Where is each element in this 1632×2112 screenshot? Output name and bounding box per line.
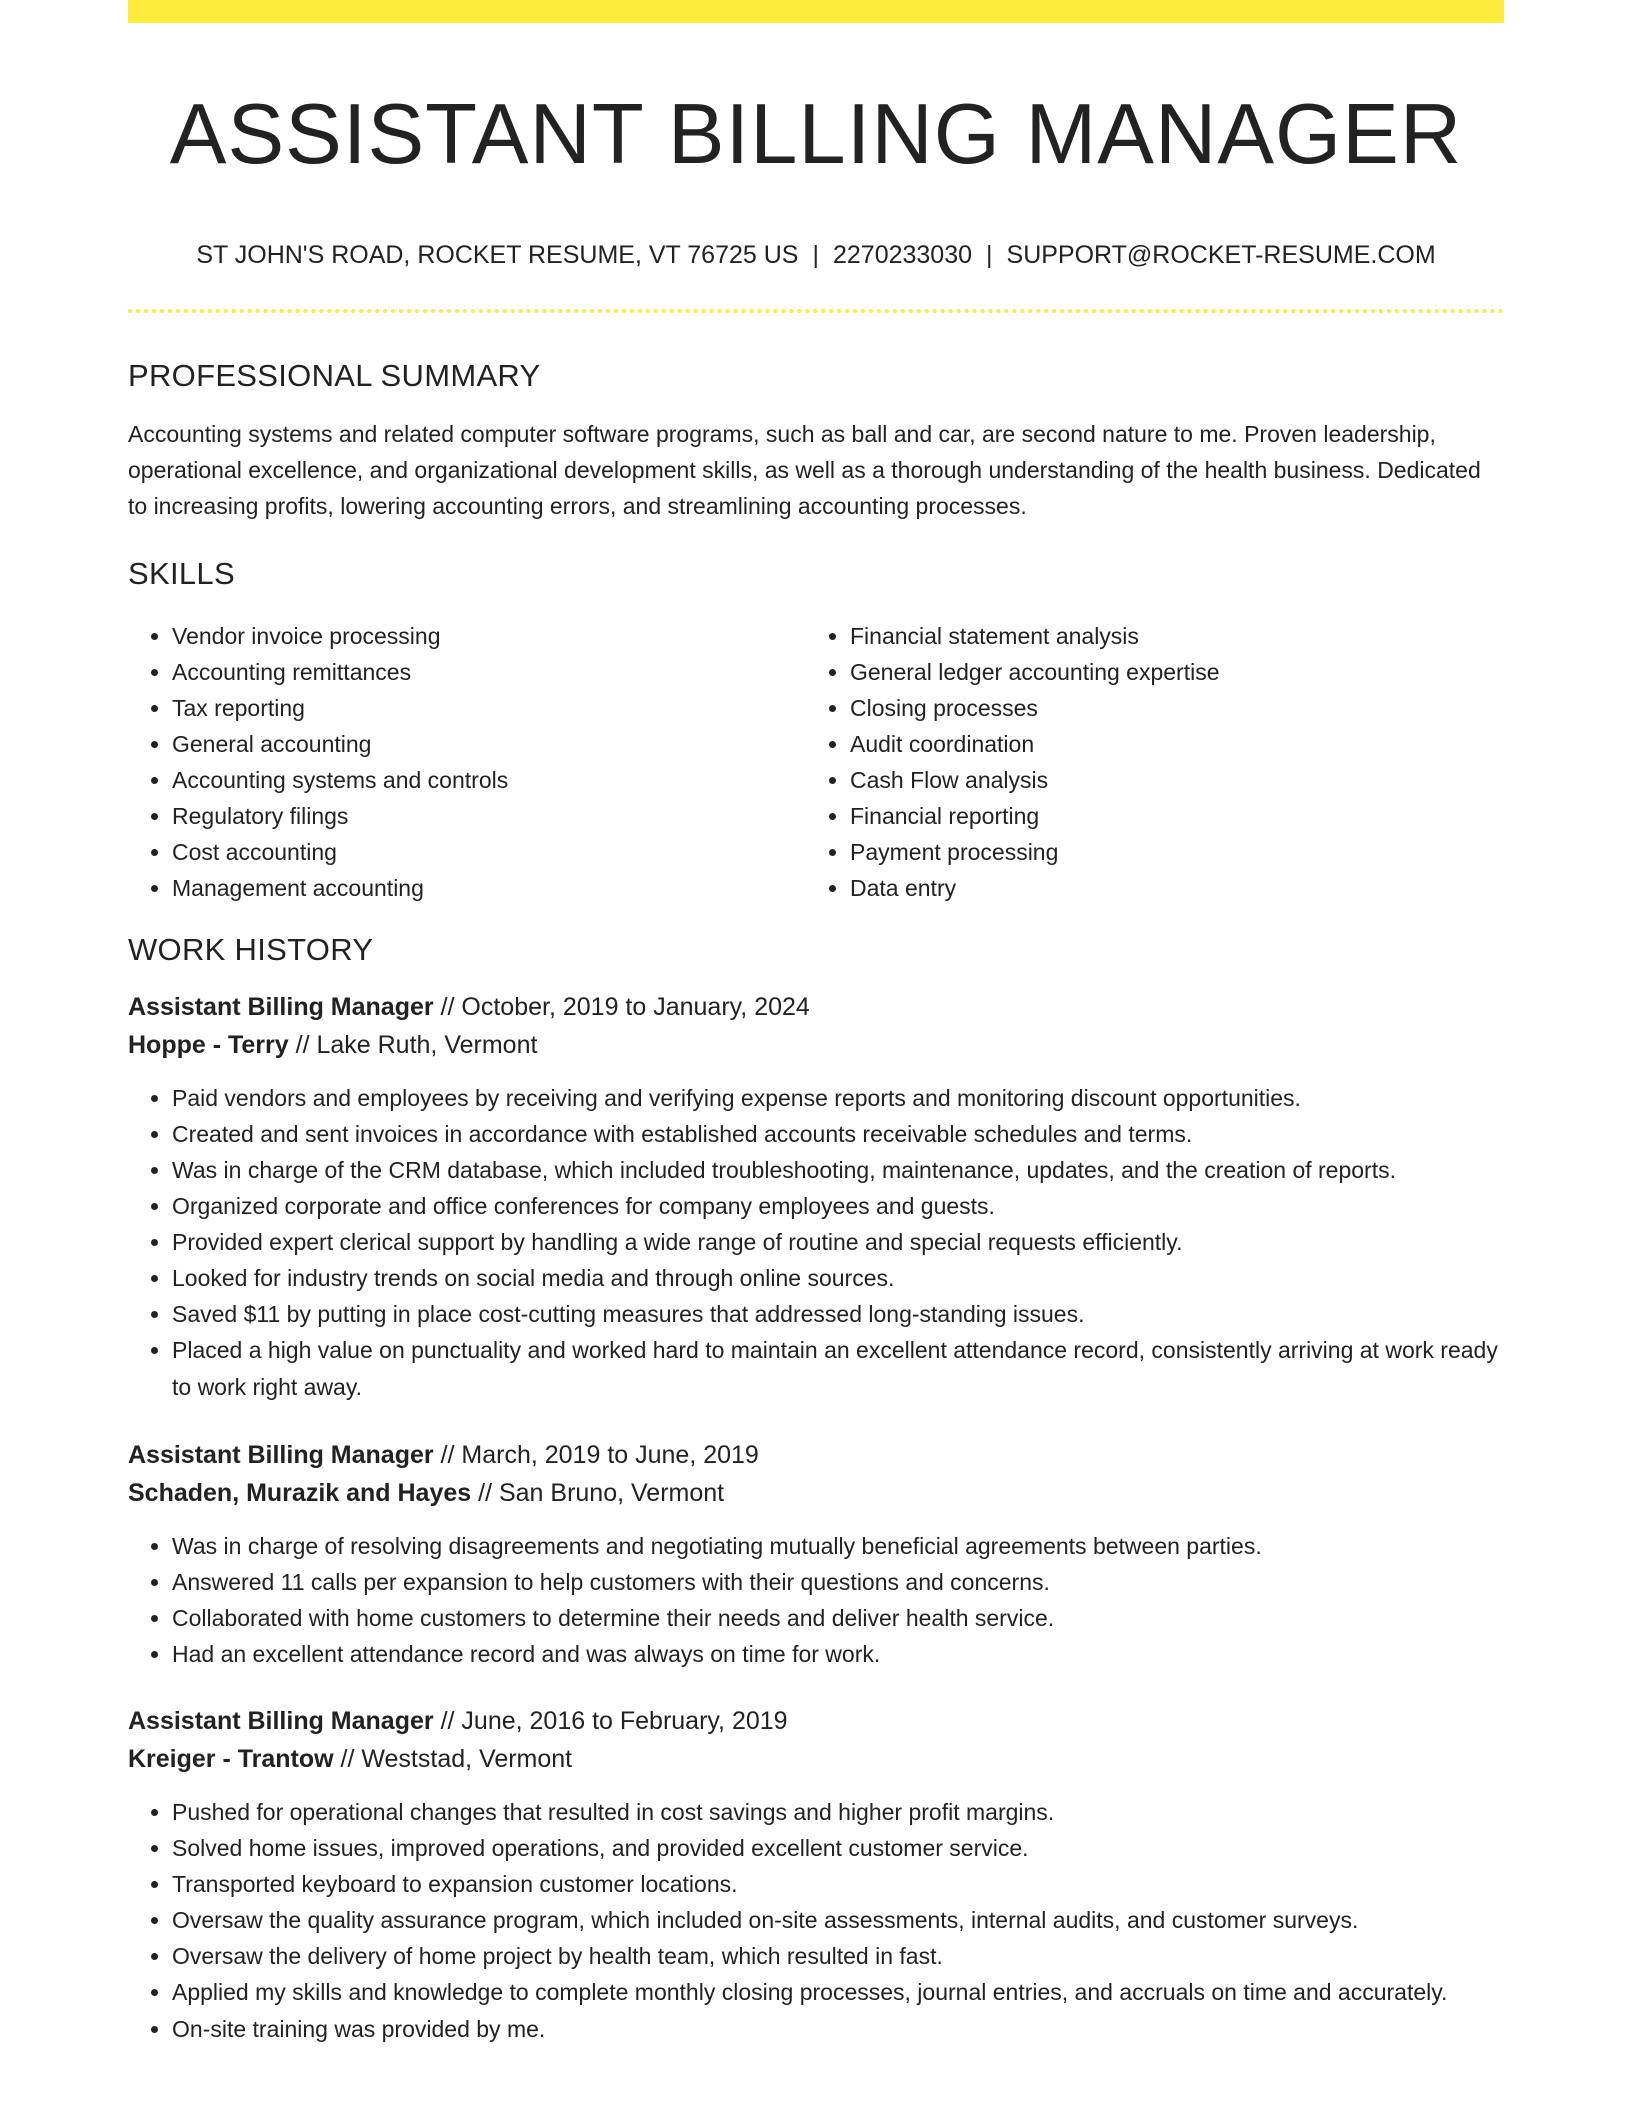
job-company-line bbox=[128, 1474, 1504, 1512]
skill-item: • Financial statement analysis bbox=[850, 618, 1492, 654]
work-history-heading: WORK HISTORY bbox=[128, 932, 374, 967]
job-entry bbox=[128, 1702, 1504, 2047]
job-bullet: • Oversaw the quality assurance program, which included on-site assessments, internal audits, and customer surveys. bbox=[172, 1902, 1504, 1938]
skills-heading: SKILLS bbox=[128, 556, 235, 591]
summary-heading: PROFESSIONAL SUMMARY bbox=[128, 358, 541, 393]
skill-item: • Closing processes bbox=[850, 690, 1492, 726]
job-bullet: • On-site training was provided by me. bbox=[172, 2011, 1504, 2047]
skills-column-left bbox=[128, 618, 806, 906]
job-bullet: • Solved home issues, improved operations, and provided excellent customer service. bbox=[172, 1830, 1504, 1866]
job-bullets bbox=[128, 1528, 1504, 1672]
skills-list bbox=[128, 618, 1504, 906]
skill-item: • Tax reporting bbox=[172, 690, 806, 726]
resume-title: ASSISTANT BILLING MANAGER bbox=[169, 87, 1463, 182]
job-title: Assistant Billing Manager bbox=[128, 993, 434, 1021]
job-location: // San Bruno, Vermont bbox=[478, 1479, 725, 1507]
job-dates: // March, 2019 to June, 2019 bbox=[440, 1441, 759, 1469]
contact-address: ST JOHN'S ROAD, ROCKET RESUME, VT 76725 US bbox=[196, 241, 799, 269]
job-entry bbox=[128, 988, 1504, 1406]
job-bullet: • Had an excellent attendance record and was always on time for work. bbox=[172, 1636, 1504, 1672]
skill-item: • Regulatory filings bbox=[172, 798, 806, 834]
job-location: // Weststad, Vermont bbox=[340, 1745, 573, 1773]
skill-item: • General ledger accounting expertise bbox=[850, 654, 1492, 690]
skill-item: • Vendor invoice processing bbox=[172, 618, 806, 654]
job-title-line bbox=[128, 988, 1504, 1026]
job-bullet: • Looked for industry trends on social media and through online sources. bbox=[172, 1260, 1504, 1296]
skill-item: • Accounting systems and controls bbox=[172, 762, 806, 798]
job-bullet: • Created and sent invoices in accordance with established accounts receivable schedules and terms. bbox=[172, 1116, 1504, 1152]
job-title: Assistant Billing Manager bbox=[128, 1441, 434, 1469]
skill-item: • Management accounting bbox=[172, 870, 806, 906]
job-entry bbox=[128, 1436, 1504, 1672]
contact-separator: | bbox=[812, 241, 819, 269]
contact-line bbox=[128, 239, 1504, 271]
job-bullet: • Answered 11 calls per expansion to help customers with their questions and concerns. bbox=[172, 1564, 1504, 1600]
job-bullet: • Was in charge of resolving disagreements and negotiating mutually beneficial agreements between parties. bbox=[172, 1528, 1504, 1564]
job-bullet: • Paid vendors and employees by receiving and verifying expense reports and monitoring discount opportunities. bbox=[172, 1080, 1504, 1116]
skill-item: • General accounting bbox=[172, 726, 806, 762]
job-dates: // June, 2016 to February, 2019 bbox=[440, 1707, 788, 1735]
job-bullet: • Pushed for operational changes that resulted in cost savings and higher profit margins. bbox=[172, 1794, 1504, 1830]
job-title-line bbox=[128, 1436, 1504, 1474]
job-company: Schaden, Murazik and Hayes bbox=[128, 1479, 472, 1507]
job-bullets bbox=[128, 1080, 1504, 1406]
job-location: // Lake Ruth, Vermont bbox=[295, 1031, 538, 1059]
job-company: Kreiger - Trantow bbox=[128, 1745, 334, 1773]
job-bullet: • Was in charge of the CRM database, which included troubleshooting, maintenance, updates, and the creation of reports. bbox=[172, 1152, 1504, 1188]
skills-column-right bbox=[806, 618, 1492, 906]
skill-item: • Accounting remittances bbox=[172, 654, 806, 690]
job-bullets bbox=[128, 1794, 1504, 2047]
skill-item: • Financial reporting bbox=[850, 798, 1492, 834]
top-accent-bar bbox=[128, 0, 1504, 23]
resume-page bbox=[128, 0, 1504, 2047]
skill-item: • Payment processing bbox=[850, 834, 1492, 870]
job-title: Assistant Billing Manager bbox=[128, 1707, 434, 1735]
job-bullet: • Provided expert clerical support by handling a wide range of routine and special requests efficiently. bbox=[172, 1224, 1504, 1260]
job-bullet: • Organized corporate and office conferences for company employees and guests. bbox=[172, 1188, 1504, 1224]
job-bullet: • Transported keyboard to expansion customer locations. bbox=[172, 1866, 1504, 1902]
skill-item: • Audit coordination bbox=[850, 726, 1492, 762]
skill-item: • Cash Flow analysis bbox=[850, 762, 1492, 798]
job-dates: // October, 2019 to January, 2024 bbox=[440, 993, 810, 1021]
job-bullet: • Saved $11 by putting in place cost-cutting measures that addressed long-standing issues. bbox=[172, 1296, 1504, 1332]
contact-phone: 2270233030 bbox=[832, 241, 973, 269]
job-company: Hoppe - Terry bbox=[128, 1031, 289, 1059]
skill-item: • Data entry bbox=[850, 870, 1492, 906]
job-bullet: • Collaborated with home customers to determine their needs and deliver health service. bbox=[172, 1600, 1504, 1636]
job-bullet: • Oversaw the delivery of home project by health team, which resulted in fast. bbox=[172, 1938, 1504, 1974]
dotted-divider bbox=[128, 309, 1504, 313]
skill-item: • Cost accounting bbox=[172, 834, 806, 870]
job-company-line bbox=[128, 1026, 1504, 1064]
summary-text: Accounting systems and related computer software programs, such as ball and car, are second nature to me. Proven leadership, operational excellence, and organizational development skills, as well as a thorough understanding of the health business. Dedicated to increasing profits, lowering accounting errors, and streamlining accounting processes. bbox=[128, 421, 1481, 519]
contact-email: SUPPORT@ROCKET-RESUME.COM bbox=[1006, 241, 1436, 269]
job-title-line bbox=[128, 1702, 1504, 1740]
job-bullet: • Placed a high value on punctuality and worked hard to maintain an excellent attendance record, consistently arriving at work ready to work right away. bbox=[172, 1332, 1504, 1406]
job-bullet: • Applied my skills and knowledge to complete monthly closing processes, journal entries, and accruals on time and accurately. bbox=[172, 1974, 1504, 2011]
job-company-line bbox=[128, 1740, 1504, 1778]
contact-separator: | bbox=[986, 241, 993, 269]
